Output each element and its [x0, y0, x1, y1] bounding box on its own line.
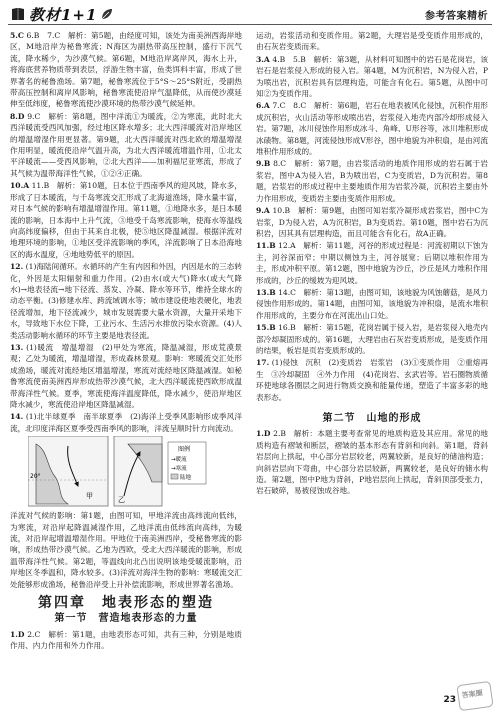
- answer-number: 12.: [10, 262, 24, 272]
- answer-text: (1)侵蚀 沉积 (2)变质岩 岩浆岩 (3)①变质作用 ②重熔再生 ③冷却凝固 ④外力作用 (4)花岗岩、玄武岩等。岩石圈物质循环使地球各圈层之间进行物质交换和能量传递，塑造了丰富多彩的地表形态。: [256, 358, 488, 402]
- answer-number: 8.D: [10, 111, 25, 121]
- answer-item: [10, 629, 242, 652]
- answer-text: 8.C 解析：第7题，由岩浆活动的地质作用形成的岩石属于岩浆岩，图中A为侵入岩，B为喷出岩，C为变质岩，D为沉积岩。第8题，岩浆岩的形成过程中主要地质作用为岩浆冷凝，沉积岩主要由外力作用形成，变质岩主要由变质作用形成。: [256, 159, 488, 203]
- answer-item: [10, 111, 242, 179]
- answer-text: (1)暖流 增温增湿 (2)甲处为寒流，降温减湿，形成荒漠景观；乙处为暖流，增温增湿，形成森林景观。影响：寒暖流交汇处形成渔场，暖流对流经地区增温增湿，寒流对流经地区降温减湿。如秘鲁寒流使南美洲西岸形成热带沙漠气候，北大西洋暖流使西欧形成温带海洋性气候。夏季，寒流使海洋温度降低，降水减少，使沿岸地区降水减少，寒流使沿岸地区降温减湿。: [10, 342, 242, 409]
- page-header: [0, 0, 500, 26]
- answer-item: [256, 205, 488, 239]
- left-answer-list: [10, 30, 242, 434]
- answer-number: 5.C: [10, 31, 24, 40]
- answer-number: 1.D: [10, 629, 25, 639]
- map-label-jia: 甲: [86, 492, 93, 501]
- answer-text: 4.B 5.B 解析：第3题，从材料可知图中的岩石是花岗岩，该岩石是岩浆侵入形成的侵入岩。第4题，M为沉积岩，N为侵入岩，P为喷出岩，沉积岩具有层理构造，可能含有化石。第5题，从图中可知②为变质作用。: [256, 54, 488, 99]
- watermark-text: 答案圈: [461, 688, 484, 700]
- answer-item: [10, 261, 242, 341]
- answer-item: [10, 411, 242, 434]
- answer-number: 14.: [10, 412, 24, 422]
- page-number: 23: [443, 695, 456, 705]
- logo-text: 教材1+1: [29, 5, 98, 24]
- answer-item: [256, 30, 488, 53]
- answer-item: [256, 54, 488, 100]
- left-column: [10, 30, 242, 653]
- answer-number: 3.A: [256, 54, 270, 64]
- answer-number: 9.B: [256, 159, 271, 169]
- answer-number: 10.A: [10, 181, 30, 191]
- right-answer-list: [256, 30, 488, 403]
- map-label-yi: 乙: [118, 496, 125, 505]
- legend-land: 陆地: [180, 475, 192, 482]
- answer-number: 9.A: [256, 206, 270, 216]
- answer-text: (1)海陆间循环。水循环的产生有内因和外因，内因是水的三态转化，外因是太阳辐射和重力作用。(2)由水(或大气)降水(或大气降水)→地表径流→地下径流、蒸发、冷凝、降水等环节，维持全球水的动态平衡。(3)修建水库、跨流域调水等；城市建设使地表硬化，地表径流增加，地下径流减少，城市发展需要大量水资源，大量开采地下水，导致地下水位下降，工业污水、生活污水排放污染水资源。(4)人类活动影响水循环的环节主要是地表径流。: [10, 262, 242, 340]
- answer-item: [10, 342, 242, 410]
- answer-item: [256, 158, 488, 204]
- answer-text: 10.B 解析：第9题，由图可知岩浆冷凝形成岩浆岩，图中C为岩浆，D为侵入岩，A为沉积岩，B为变质岩。第10题，图中岩石为沉积岩，因其具有层理构造，而且可能含有化石，故A正确。: [256, 206, 488, 238]
- answer-text: 7.C 8.C 解析：第6题，岩石在地表被风化侵蚀，沉积作用形成沉积岩，火山活动等形成喷出岩，岩浆侵入地壳内部冷却形成侵入岩。第7题，冰川侵蚀作用形成冰斗、角峰、U形谷等，冰川堆积形成冰碛物。第8题，河流侵蚀形成V形谷，图中地貌为冲积扇，是由河流堆积作用形成的。: [256, 101, 488, 157]
- left-answer-list-tail: [10, 629, 242, 652]
- answer-item: [10, 180, 242, 260]
- logo: [10, 4, 114, 24]
- answer-text: (1)北半球夏季 南半球夏季 (2)海洋上受季风影响形成季风洋流，北印度洋海区夏季受西南季风的影响，洋流呈顺时针方向流动。: [10, 412, 242, 433]
- answer-number: 13.: [10, 342, 24, 352]
- answer-text: 2.C 解析：第1题，由地表形态可知，共有三种，分别是地质作用、内力作用和外力作用。: [10, 629, 242, 651]
- answer-text: 洋流对气候的影响：第1题，由图可知，甲地洋流由高纬流向低纬，为寒流，对沿岸起降温减湿作用，乙地洋流由低纬流向高纬，为暖流，对沿岸起增温增湿作用。甲地位于南美洲西岸，受秘鲁寒流的影响，形成热带沙漠气候。乙地为西欧，受北大西洋暖流的影响，形成温带海洋性气候。第2题，等温线向北凸出说明该地受暖流影响，沿岸地区冬季温和，降水较多。(3)洋流对海洋生物的影响：寒暖流交汇处能够形成渔场，秘鲁沿岸受上升补偿流影响，形成世界著名渔场。: [10, 511, 242, 589]
- answer-number: 1.D: [256, 429, 271, 439]
- map-label-lat: 20°: [30, 473, 41, 481]
- leaf-icon: [100, 7, 114, 21]
- answer-item: [10, 510, 242, 590]
- answer-item: [256, 428, 488, 496]
- answer-text: 11.B 解析：第10题，日本位于西南季风的迎风坡，降水多，形成了日本暖流，与千岛寒流交汇形成了北海道渔场，降水量丰富，对日本气候的影响有增温增湿作用。第11题，①地降水多，是日本暖流的影响，日本海中上升气流，③地受千岛寒流影响，使海水等温线向高纬度偏移，但由于其来自北极，使⑤地区降温减湿。根据洋流对地理环境的影响，①地区受洋流影响的季风，洋流影响了日本沿海地区的海水温度，④地地势低平的原因。: [10, 181, 242, 259]
- right-column: [256, 30, 488, 498]
- book-icon: [10, 6, 26, 22]
- chapter-title: 第四章 地表形态的塑造: [38, 595, 214, 612]
- answer-text: 2.B 解析：本题主要考查常见的地质构造及其应用。常见的地质构造有褶皱和断层，褶皱的基本形态有背斜和向斜。第1题，背斜岩层向上拱起，中心部分岩层较老，两翼较新，是良好的储油构造；向斜岩层向下弯曲，中心部分岩层较新，两翼较老，是良好的储水构造。第2题，图中P地为背斜，P地岩层向上拱起，背斜顶部受张力，岩石破碎，易被侵蚀成谷地。: [256, 429, 488, 496]
- page-section-label: 参考答案精析: [425, 11, 488, 22]
- header-divider: [8, 24, 492, 25]
- legend-cold: →寒流: [171, 466, 187, 473]
- answer-number: 17.: [256, 358, 270, 368]
- ocean-current-map: [28, 436, 208, 508]
- answer-item: [10, 30, 242, 110]
- answer-number: 11.B: [256, 241, 276, 251]
- section-title-1: 第一节 营造地表形态的力量: [54, 613, 198, 625]
- watermark-stamp: [456, 681, 493, 711]
- answer-number: 15.B: [256, 323, 276, 333]
- answer-number: 13.B: [256, 287, 276, 297]
- answer-text: 14.C 解析：第13题，由图可知，该地貌为风蚀蘑菇，是风力侵蚀作用形成的。第14题，由图可知，该地貌为冲积扇，是流水堆积作用形成的，主要分布在河流出山口处。: [256, 287, 488, 320]
- left-answer-list-2: [10, 510, 242, 590]
- answer-text: 6.B 7.C 解析：第5题，由经度可知，该处为南美洲西海岸地区，M地沿岸为秘鲁寒流；N海区为副热带高压控制，盛行下沉气流，降水稀少，为沙漠气候。第6题，M地沿岸离岸风，海水上升，将海底营养物质带到表层，浮游生物丰富，鱼类饵料丰富，形成了世界著名的秘鲁渔场。第7题，秘鲁寒流位于5°S～25°S附近，受副热带高压控制和离岸风影响，秘鲁寒流使沿岸气温降低，从而使沙漠延伸至低纬度，秘鲁寒流使沙漠环境的热带沙漠气候延伸。: [10, 31, 242, 109]
- map-figure: [28, 436, 208, 508]
- legend-warm: →暖流: [171, 457, 187, 464]
- answer-item: [256, 357, 488, 403]
- legend-title: 图例: [178, 446, 191, 454]
- right-answer-list-tail: [256, 428, 488, 496]
- section-title-2: 第二节 山地的形成: [322, 413, 422, 424]
- answer-item: [256, 287, 488, 321]
- answer-text: 9.C 解析：第8题，图中洋流①为暖流，②为寒流，此时北大西洋暖流受西风加强，经过地区降水增多；北大西洋暖流对沿岸地区的增温增湿作用更显著。第9题，北大西洋暖流对西北欧的增温增湿作用明显，暖流使沿岸气温升高，为北大西洋暖流增温作用，①北太平洋暖流——受西风影响，②北大西洋——加利福尼亚寒流，形成了其气候为温带海洋性气候，①②④正确。: [10, 111, 242, 178]
- answer-text: 运动，岩浆活动和变质作用。第2题，大理岩是受变质作用形成的，由石灰岩变质而来。: [256, 31, 488, 52]
- answer-text: 16.B 解析：第15题，花岗岩属于侵入岩，是岩浆侵入地壳内部冷却凝固形成的。第16题，大理岩由石灰岩变质形成，是变质作用的结果，板岩是页岩变质形成的。: [256, 323, 488, 355]
- answer-item: [256, 240, 488, 286]
- answer-item: [256, 100, 488, 157]
- answer-number: 6.A: [256, 101, 270, 111]
- answer-text: 12.A 解析：第11题，河谷的形成过程是：河流初期以下蚀为主，河谷深而窄；中期以侧蚀为主，河谷展宽；后期以堆积作用为主，形成冲积平原。第12题，图中地貌为沙丘，沙丘是风力堆积作用形成的，沙丘的缓坡为迎风坡。: [256, 241, 488, 285]
- answer-item: [256, 322, 488, 356]
